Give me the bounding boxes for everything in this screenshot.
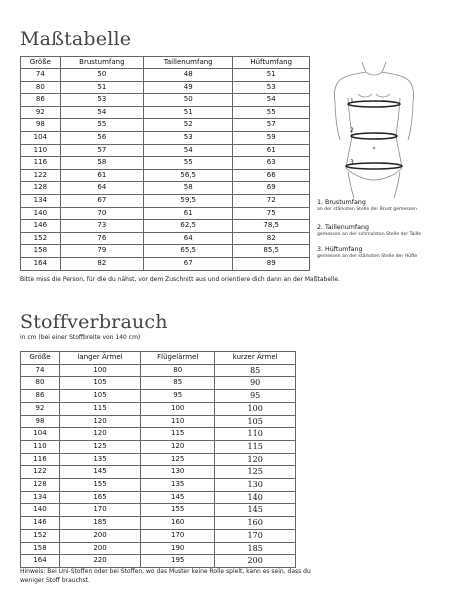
table-cell: 115 <box>141 428 215 441</box>
table-cell: 122 <box>21 466 60 479</box>
table-cell: 55 <box>233 106 310 119</box>
table-cell: 73 <box>60 220 143 233</box>
table-cell: 55 <box>143 157 232 170</box>
table-cell: 200 <box>59 542 140 555</box>
fabric-table-subtitle: in cm (bei einer Stoffbreite von 140 cm) <box>20 334 141 341</box>
legend-title: 3. Hüftumfang <box>317 246 363 253</box>
marker-2: 2 <box>350 127 354 134</box>
table-cell: 80 <box>21 377 60 390</box>
table-row <box>21 245 310 258</box>
table-cell: 54 <box>143 144 232 157</box>
size-table-title: Maßtabelle <box>20 28 132 50</box>
table-cell: 140 <box>215 491 296 504</box>
table-cell: 49 <box>143 81 232 94</box>
table-cell: 95 <box>141 390 215 403</box>
table-row <box>21 94 310 107</box>
table-cell: 76 <box>60 232 143 245</box>
table-cell: 190 <box>141 542 215 555</box>
marker-1: 1 <box>350 98 354 105</box>
table-cell: 134 <box>21 194 61 207</box>
table-cell: 140 <box>21 504 60 517</box>
fabric-table <box>20 351 296 568</box>
table-row <box>21 466 296 479</box>
table-cell: 64 <box>60 182 143 195</box>
table-cell: 59,5 <box>143 194 232 207</box>
table-cell: 120 <box>59 428 140 441</box>
table-cell: 58 <box>60 157 143 170</box>
table-cell: 89 <box>233 257 310 270</box>
table-cell: 98 <box>21 119 61 132</box>
table-cell: 54 <box>233 94 310 107</box>
column-header: Hüftumfang <box>233 57 310 69</box>
table-row <box>21 69 310 82</box>
table-cell: 200 <box>215 555 296 568</box>
table-cell: 86 <box>21 94 61 107</box>
table-row <box>21 542 296 555</box>
table-cell: 145 <box>141 491 215 504</box>
table-cell: 116 <box>21 453 60 466</box>
table-cell: 78,5 <box>233 220 310 233</box>
table-row <box>21 504 296 517</box>
table-cell: 220 <box>59 555 140 568</box>
table-row <box>21 207 310 220</box>
table-cell: 56,5 <box>143 169 232 182</box>
table-cell: 130 <box>141 466 215 479</box>
table-cell: 170 <box>141 529 215 542</box>
marker-3: 3 <box>350 159 354 166</box>
table-cell: 56 <box>60 131 143 144</box>
table-cell: 130 <box>215 479 296 492</box>
table-cell: 57 <box>233 119 310 132</box>
table-cell: 170 <box>215 529 296 542</box>
table-cell: 104 <box>21 131 61 144</box>
table-cell: 50 <box>60 69 143 82</box>
table-row <box>21 428 296 441</box>
table-cell: 64 <box>143 232 232 245</box>
table-cell: 134 <box>21 491 60 504</box>
table-cell: 61 <box>233 144 310 157</box>
table-cell: 51 <box>233 69 310 82</box>
table-cell: 52 <box>143 119 232 132</box>
table-row <box>21 402 296 415</box>
table-row <box>21 232 310 245</box>
table-cell: 135 <box>141 479 215 492</box>
table-cell: 170 <box>59 504 140 517</box>
legend-detail: an der stärksten Stelle der Brust gemessen <box>317 207 417 212</box>
table-row <box>21 157 310 170</box>
table-row <box>21 131 310 144</box>
table-cell: 85,5 <box>233 245 310 258</box>
table-cell: 50 <box>143 94 232 107</box>
table-cell: 70 <box>60 207 143 220</box>
table-row <box>21 440 296 453</box>
body-measurement-illustration <box>318 60 430 200</box>
table-cell: 125 <box>215 466 296 479</box>
fabric-table-note: Hinweis: Bei Uni-Stoffen oder bei Stoffen, wo das Muster keine Rolle spielt, kann es sein, dass du weniger Stoff brauchst. <box>20 568 311 584</box>
table-cell: 105 <box>59 390 140 403</box>
table-row <box>21 81 310 94</box>
table-cell: 62,5 <box>143 220 232 233</box>
table-cell: 67 <box>143 257 232 270</box>
table-cell: 125 <box>59 440 140 453</box>
table-cell: 48 <box>143 69 232 82</box>
table-cell: 53 <box>233 81 310 94</box>
table-cell: 200 <box>59 529 140 542</box>
legend-item-waist <box>317 224 421 238</box>
column-header: Taillenumfang <box>143 57 232 69</box>
legend-item-bust <box>317 199 417 213</box>
table-cell: 146 <box>21 220 61 233</box>
column-header: kurzer Ärmel <box>215 352 296 365</box>
table-row <box>21 106 310 119</box>
table-cell: 164 <box>21 257 61 270</box>
fabric-table-title: Stoffverbrauch <box>20 311 168 333</box>
table-cell: 51 <box>60 81 143 94</box>
table-cell: 57 <box>60 144 143 157</box>
table-cell: 105 <box>59 377 140 390</box>
table-row <box>21 453 296 466</box>
table-cell: 140 <box>21 207 61 220</box>
table-cell: 90 <box>215 377 296 390</box>
table-row <box>21 257 310 270</box>
table-cell: 120 <box>141 440 215 453</box>
table-cell: 110 <box>21 440 60 453</box>
column-header: Brustumfang <box>60 57 143 69</box>
table-cell: 53 <box>143 131 232 144</box>
legend-title: 1. Brustumfang <box>317 199 366 206</box>
table-cell: 152 <box>21 529 60 542</box>
table-cell: 58 <box>143 182 232 195</box>
table-cell: 59 <box>233 131 310 144</box>
size-table-header <box>21 57 310 69</box>
table-cell: 85 <box>215 364 296 377</box>
table-cell: 120 <box>215 453 296 466</box>
table-cell: 158 <box>21 542 60 555</box>
table-cell: 95 <box>215 390 296 403</box>
column-header: Größe <box>21 352 60 365</box>
table-cell: 61 <box>60 169 143 182</box>
table-cell: 100 <box>215 402 296 415</box>
table-row <box>21 169 310 182</box>
table-cell: 125 <box>141 453 215 466</box>
table-cell: 128 <box>21 479 60 492</box>
table-row <box>21 377 296 390</box>
legend-item-hip <box>317 246 417 260</box>
table-cell: 66 <box>233 169 310 182</box>
table-row <box>21 555 296 568</box>
table-cell: 155 <box>141 504 215 517</box>
size-table-note: Bitte miss die Person, für die du nähst, vor dem Zuschnitt aus und orientiere dich dann an der Maßtabelle. <box>20 276 340 283</box>
table-cell: 54 <box>60 106 143 119</box>
table-cell: 110 <box>21 144 61 157</box>
table-cell: 195 <box>141 555 215 568</box>
table-cell: 98 <box>21 415 60 428</box>
table-cell: 185 <box>215 542 296 555</box>
table-cell: 185 <box>59 517 140 530</box>
legend-title: 2. Taillenumfang <box>317 224 369 231</box>
size-table <box>20 56 310 271</box>
table-cell: 74 <box>21 364 60 377</box>
table-cell: 145 <box>59 466 140 479</box>
table-row <box>21 182 310 195</box>
fabric-table-header <box>21 352 296 365</box>
table-cell: 110 <box>141 415 215 428</box>
table-row <box>21 491 296 504</box>
table-cell: 122 <box>21 169 61 182</box>
table-cell: 63 <box>233 157 310 170</box>
table-cell: 115 <box>59 402 140 415</box>
table-cell: 61 <box>143 207 232 220</box>
table-cell: 100 <box>141 402 215 415</box>
legend-detail: gemessen an der schmalsten Stelle der Taille <box>317 232 422 237</box>
table-cell: 74 <box>21 69 61 82</box>
table-cell: 92 <box>21 402 60 415</box>
table-cell: 155 <box>59 479 140 492</box>
table-row <box>21 517 296 530</box>
table-cell: 85 <box>141 377 215 390</box>
table-cell: 79 <box>60 245 143 258</box>
table-cell: 160 <box>141 517 215 530</box>
table-cell: 67 <box>60 194 143 207</box>
table-row <box>21 194 310 207</box>
column-header: Flügelärmel <box>141 352 215 365</box>
table-cell: 80 <box>141 364 215 377</box>
table-cell: 92 <box>21 106 61 119</box>
table-row <box>21 119 310 132</box>
table-row <box>21 390 296 403</box>
table-cell: 145 <box>215 504 296 517</box>
table-cell: 164 <box>21 555 60 568</box>
table-cell: 116 <box>21 157 61 170</box>
table-cell: 104 <box>21 428 60 441</box>
table-row <box>21 364 296 377</box>
table-cell: 55 <box>60 119 143 132</box>
table-cell: 115 <box>215 440 296 453</box>
table-cell: 135 <box>59 453 140 466</box>
table-row <box>21 220 310 233</box>
table-row <box>21 479 296 492</box>
table-cell: 82 <box>233 232 310 245</box>
table-cell: 80 <box>21 81 61 94</box>
table-cell: 75 <box>233 207 310 220</box>
table-cell: 146 <box>21 517 60 530</box>
table-cell: 158 <box>21 245 61 258</box>
column-header: langer Ärmel <box>59 352 140 365</box>
table-cell: 100 <box>59 364 140 377</box>
table-cell: 51 <box>143 106 232 119</box>
table-cell: 72 <box>233 194 310 207</box>
table-cell: 110 <box>215 428 296 441</box>
table-cell: 120 <box>59 415 140 428</box>
table-cell: 105 <box>215 415 296 428</box>
table-cell: 82 <box>60 257 143 270</box>
table-cell: 69 <box>233 182 310 195</box>
legend-detail: gemessen an der stärksten Stelle der Hüfte <box>317 254 418 259</box>
column-header: Größe <box>21 57 61 69</box>
table-row <box>21 415 296 428</box>
table-cell: 86 <box>21 390 60 403</box>
table-row <box>21 529 296 542</box>
table-row <box>21 144 310 157</box>
table-cell: 128 <box>21 182 61 195</box>
table-cell: 165 <box>59 491 140 504</box>
table-cell: 160 <box>215 517 296 530</box>
table-cell: 152 <box>21 232 61 245</box>
table-cell: 65,5 <box>143 245 232 258</box>
table-cell: 53 <box>60 94 143 107</box>
